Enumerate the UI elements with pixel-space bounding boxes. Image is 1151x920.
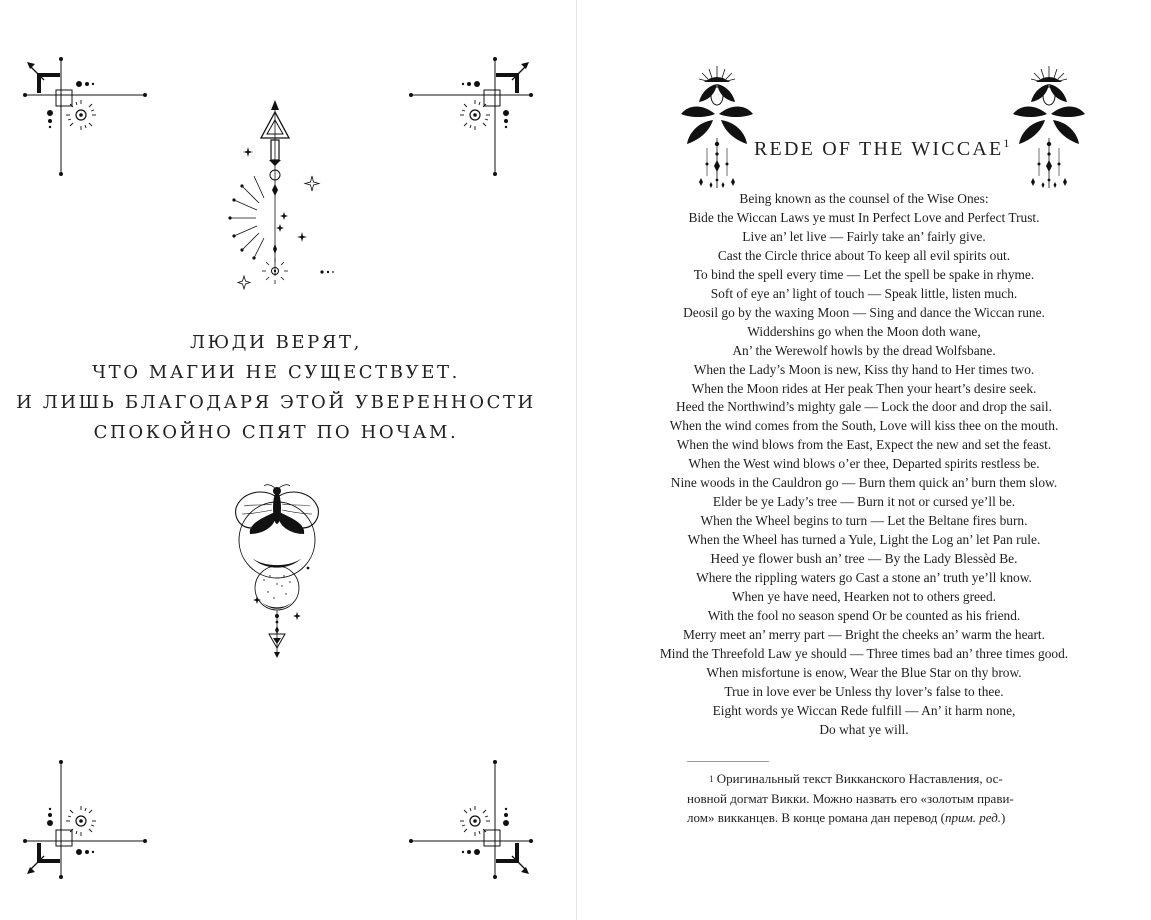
verse-line: Being known as the counsel of the Wise Ones: — [739, 191, 989, 206]
right-page — [577, 0, 1151, 920]
lotus-moon-ornament-right-icon — [1009, 64, 1089, 192]
lotus-moon-ornament-left-icon — [677, 64, 757, 192]
verse-line: Eight words ye Wiccan Rede fulfill — An’ it harm none, — [712, 702, 1016, 718]
verse-line: Nine woods in the Cauldron go — Burn them quick an’ burn them slow. — [670, 475, 1058, 491]
corner-ornament-bottom-right-icon — [406, 752, 536, 882]
moth-moon-ornament-icon — [232, 484, 322, 660]
verse-line: When the Lady’s Moon is new, Kiss thy hand to Her times two. — [693, 361, 1035, 377]
verse-line: Deosil go by the waxing Moon — Sing and dance the Wiccan rune. — [683, 304, 1045, 320]
verse-line: True in love ever be Unless thy lover’s false to thee. — [724, 683, 1004, 699]
verse-line: Heed the Northwind’s mighty gale — Lock the door and drop the sail. — [676, 399, 1052, 415]
verse-line: When the Moon rides at Her peak Then your heart’s desire seek. — [691, 380, 1037, 396]
epigraph-line: СПОКОЙНО СПЯТ ПО НОЧАМ. — [93, 422, 459, 443]
verse-line: Where the rippling waters go Cast a stone an’ truth ye’ll know. — [696, 570, 1032, 586]
epigraph-line: ЧТО МАГИИ НЕ СУЩЕСТВУЕТ. — [92, 362, 460, 383]
verse-line: Live an’ let live — Fairly take an’ fairly give. — [742, 228, 986, 244]
verse-line: Mind the Threefold Law ye should — Three times bad an’ three times good. — [659, 645, 1069, 661]
footnote-line: новной догмат Викки. Можно назвать его «золотым прави- — [687, 790, 1014, 806]
footnote-line: Оригинальный текст Викканского Наставления, ос- — [716, 771, 1003, 786]
verse-line: Do what ye will. — [819, 721, 909, 737]
verse-line: When ye have need, Hearken not to others greed. — [732, 589, 996, 605]
verse-line: When the Wheel has turned a Yule, Light the Log an’ let Pan rule. — [687, 532, 1041, 548]
verse-line: To bind the spell every time — Let the spell be spake in rhyme. — [693, 266, 1035, 282]
epigraph-line: И ЛИШЬ БЛАГОДАРЯ ЭТОЙ УВЕРЕННОСТИ — [16, 392, 536, 413]
verse-line: With the fool no season spend Or be counted as his friend. — [707, 607, 1021, 623]
corner-ornament-top-left-icon — [20, 54, 150, 184]
verse-line: When the wind comes from the South, Love will kiss thee on the mouth. — [669, 418, 1059, 434]
verse-line: Cast the Circle thrice about To keep all evil spirits out. — [717, 247, 1011, 263]
verse-line: When misfortune is enow, Wear the Blue Star on thy brow. — [706, 664, 1022, 680]
corner-ornament-top-right-icon — [406, 54, 536, 184]
footnote-line: лом» викканцев. В конце романа дан перевод ( — [687, 810, 945, 825]
footnote — [687, 769, 1087, 828]
verse-line: When the wind blows from the East, Expect the new and set the feast. — [676, 437, 1052, 453]
verse-line: When the Wheel begins to turn — Let the Beltane fires burn. — [700, 513, 1028, 529]
rede-verses — [577, 190, 1151, 740]
chapter-title — [754, 136, 1010, 161]
verse-line: Widdershins go when the Moon doth wane, — [747, 323, 981, 339]
title-footnote-mark: 1 — [1003, 136, 1010, 150]
epigraph-line: ЛЮДИ ВЕРЯТ, — [190, 332, 362, 353]
verse-line: Elder be ye Lady’s tree — Burn it not or cursed ye’ll be. — [712, 494, 1016, 510]
verse-line: Soft of eye an’ light of touch — Speak little, listen much. — [710, 285, 1018, 301]
editor-note: прим. ред. — [944, 810, 1002, 825]
footnote-divider — [687, 761, 769, 762]
verse-line: An’ the Werewolf howls by the dread Wolfsbane. — [732, 342, 996, 358]
verse-line: When the West wind blows o’er thee, Departed spirits restless be. — [688, 456, 1040, 472]
chapter-title-text: REDE OF THE WICCAE — [754, 138, 1004, 160]
epigraph — [0, 328, 552, 448]
footnote-mark: 1 — [709, 774, 714, 784]
verse-line: Merry meet an’ merry part — Bright the cheeks an’ warm the heart. — [682, 626, 1046, 642]
celestial-moon-ornament-icon — [222, 96, 342, 292]
footnote-line-end: ) — [1001, 810, 1006, 825]
verse-line: Bide the Wiccan Laws ye must In Perfect Love and Perfect Trust. — [688, 209, 1040, 225]
verse-line: Heed ye flower bush an’ tree — By the Lady Blessèd Be. — [710, 551, 1018, 567]
corner-ornament-bottom-left-icon — [20, 752, 150, 882]
